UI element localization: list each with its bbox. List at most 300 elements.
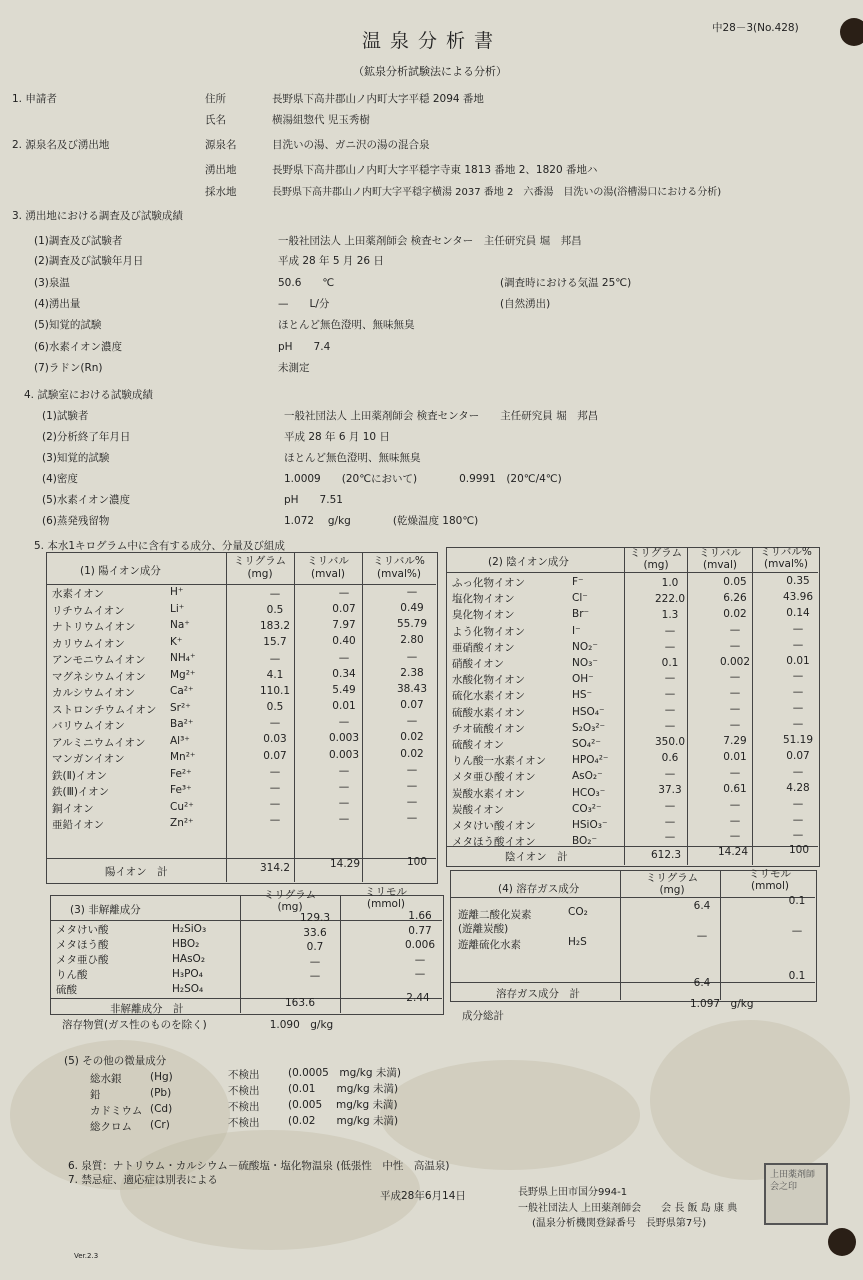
anion-row-pct: 51.19	[782, 734, 814, 746]
dissolved-gas-mmol-header: ミリモル	[749, 868, 791, 880]
anion-row-mval: 0.61	[723, 782, 747, 795]
anion-row-mg: 1.0	[661, 577, 679, 589]
anion-row-pct: —	[792, 638, 804, 651]
issuer-address: 長野県上田市国分994-1	[518, 1187, 628, 1198]
trace-components-heading: (5) その他の微量成分	[64, 1055, 167, 1067]
site-test-value: 50.6 ℃	[278, 277, 335, 289]
anion-row-name: よう化物イオン	[452, 625, 526, 638]
trace-row-symbol: (Cr)	[150, 1119, 170, 1131]
lab-test-label: (1)試験者	[42, 410, 89, 422]
anion-row-name: 硫酸イオン	[452, 739, 505, 751]
cation-row-pct: —	[406, 779, 418, 792]
non-dissociated-mg-header: ミリグラム	[263, 889, 317, 901]
free-co2-label: 遊離二酸化炭素	[458, 909, 532, 921]
non-dissociated-row-mmol: 0.77	[408, 924, 432, 937]
anion-mval-unit: (mval)	[703, 559, 737, 571]
anion-row-formula: I⁻	[572, 624, 581, 637]
cation-row-pct: 0.07	[400, 699, 424, 712]
cation-row-name: リチウムイオン	[52, 604, 125, 617]
cation-total-label: 陽イオン 計	[105, 866, 168, 878]
trace-row-symbol: (Hg)	[150, 1071, 173, 1083]
anion-row-pct: 0.35	[786, 575, 810, 587]
cation-row-mval: —	[338, 780, 350, 793]
non-dissociated-row-mmol: 0.006	[404, 939, 436, 952]
cation-row-mg: 0.5	[266, 604, 284, 617]
lab-test-value: 1.072 g/kg (乾燥温度 180℃)	[284, 515, 479, 527]
anion-mg-unit: (mg)	[643, 559, 669, 571]
non-dissociated-total-mg: 163.6	[284, 997, 316, 1009]
anion-row-name: 亜硝酸イオン	[452, 641, 515, 654]
anion-row-mval: —	[729, 719, 741, 732]
anion-row-mval: —	[729, 623, 741, 636]
anion-row-mg: —	[664, 624, 676, 637]
anion-row-mg: —	[664, 640, 676, 653]
dissolved-gas-title: (4) 溶存ガス成分	[498, 883, 580, 895]
non-dissociated-row-mmol: 1.66	[408, 910, 432, 922]
document-title: 温泉分析書	[361, 30, 503, 52]
source-label: 源泉名	[205, 139, 237, 151]
cation-row-pct: 0.02	[400, 747, 424, 760]
anion-row-formula: OH⁻	[572, 673, 594, 686]
anion-row-mval: 6.26	[723, 591, 747, 604]
cation-row-name: ナトリウムイオン	[52, 621, 136, 633]
anion-row-mval: —	[729, 830, 741, 843]
cation-row-pct: 2.38	[400, 666, 424, 679]
anion-row-mg: —	[664, 799, 676, 812]
anion-row-mval: 0.02	[723, 607, 747, 620]
cation-row-mval: 0.003	[328, 748, 360, 761]
free-co2-formula: CO₂	[568, 906, 588, 918]
cation-mval-header: ミリバル	[307, 555, 349, 567]
site-test-label: (5)知覚的試験	[34, 319, 102, 331]
anion-row-mval: —	[729, 798, 741, 811]
anion-row-name: チオ硫酸イオン	[452, 722, 525, 735]
non-dissociated-row-name: 硫酸	[56, 984, 77, 996]
non-dissociated-row-mg: —	[309, 955, 321, 968]
anion-row-mg: —	[664, 815, 676, 828]
cation-row-mg: —	[269, 781, 281, 794]
anion-row-formula: HCO₃⁻	[572, 786, 606, 799]
anion-row-mval: 0.01	[723, 750, 747, 763]
non-dissociated-row-mg: —	[309, 970, 321, 983]
anion-row-name: 硫化水素イオン	[452, 690, 526, 703]
cation-row-name: アンモニウムイオン	[52, 654, 146, 666]
cation-row-mg: —	[269, 797, 281, 810]
site-test-value: ほとんど無色澄明、無味無臭	[278, 319, 415, 331]
cation-row-mg: —	[269, 588, 281, 600]
dissolved-gas-total-mmol: 0.1	[788, 970, 806, 982]
cation-table-title: (1) 陽イオン成分	[80, 565, 161, 577]
anion-row-pct: —	[792, 829, 804, 842]
anion-row-mg: —	[664, 831, 676, 844]
site-test-value: 平成 28 年 5 月 26 日	[278, 255, 384, 267]
cation-row-pct: 0.02	[400, 731, 424, 744]
cation-row-mval: 0.07	[332, 603, 356, 616]
dissolved-gas-total-label: 溶存ガス成分 計	[496, 988, 580, 1000]
anion-total-mg: 612.3	[650, 849, 682, 861]
total-components-label: 成分総計	[462, 1010, 504, 1022]
cation-pct-unit: (mval%)	[377, 568, 421, 580]
seal-text: 上田薬剤師会之印	[770, 1170, 816, 1192]
cation-row-formula: K⁺	[170, 635, 183, 648]
anion-row-mval: —	[729, 639, 741, 652]
non-dissociated-total-label: 非解離成分 計	[110, 1003, 184, 1015]
anion-row-mg: —	[664, 767, 676, 780]
issuer-registration: (温泉分析機関登録番号 長野県第7号)	[532, 1218, 707, 1229]
cation-row-mg: 183.2	[259, 620, 291, 633]
cation-row-mval: 0.40	[332, 635, 356, 648]
anion-row-formula: BO₂⁻	[572, 835, 598, 848]
anion-row-mg: —	[664, 672, 676, 685]
cation-row-name: ストロンチウムイオン	[52, 703, 157, 716]
free-h2s-mmol: —	[791, 925, 803, 937]
section-1-heading: 1. 申請者	[12, 93, 57, 105]
anion-row-formula: SO₄²⁻	[572, 738, 601, 750]
cation-mg-unit: (mg)	[247, 568, 273, 580]
anion-row-name: 硫酸水素イオン	[452, 706, 526, 719]
anion-row-mval: 0.002	[719, 655, 751, 668]
trace-row-name: カドミウム	[90, 1105, 143, 1117]
anion-row-formula: HPO₄²⁻	[572, 754, 609, 767]
lab-test-value: 一般社団法人 上田薬剤師会 検査センター 主任研究員 堀 邦昌	[284, 410, 599, 422]
sampling-location-label: 採水地	[205, 186, 237, 198]
non-dissociated-row-formula: HAsO₂	[172, 953, 206, 965]
anion-row-mg: 1.3	[661, 608, 679, 621]
anion-row-formula: HSO₄⁻	[572, 705, 605, 718]
cation-row-pct: —	[406, 586, 418, 598]
cation-row-pct: —	[406, 763, 418, 776]
cation-row-formula: Cu²⁺	[170, 800, 194, 813]
indications-note: 7. 禁忌症、適応症は別表による	[68, 1174, 218, 1186]
cation-row-mg: 110.1	[259, 684, 291, 697]
cation-row-formula: Li⁺	[170, 602, 185, 615]
non-dissociated-mmol-header: ミリモル	[365, 886, 407, 898]
cation-row-mval: 0.34	[332, 667, 356, 680]
anion-row-name: メタほう酸イオン	[452, 836, 536, 849]
lab-test-value: 1.0009 (20℃において) 0.9991 (20℃/4℃)	[284, 473, 562, 485]
cation-pct-header: ミリバル%	[373, 555, 425, 567]
free-co2-mmol: 0.1	[788, 895, 806, 907]
cation-row-mval: —	[338, 796, 350, 809]
site-test-value: pH 7.4	[278, 341, 331, 353]
anion-row-mg: 222.0	[654, 592, 686, 605]
cation-row-formula: Al³⁺	[170, 734, 190, 747]
cation-row-mg: —	[269, 717, 281, 730]
trace-row-result: 不検出	[228, 1117, 260, 1129]
non-dissociated-row-formula: H₂SO₄	[172, 983, 204, 995]
cation-row-pct: —	[406, 812, 418, 825]
anion-row-mval: —	[729, 687, 741, 700]
anion-row-mval: —	[729, 766, 741, 779]
anion-row-name: 炭酸イオン	[452, 803, 505, 816]
anion-row-mg: 350.0	[654, 736, 686, 748]
name-value: 横湯組惣代 児玉秀樹	[272, 114, 370, 126]
anion-row-name: メタ亜ひ酸イオン	[452, 771, 536, 784]
document-subtitle: （鉱泉分析試験法による分析）	[353, 65, 507, 78]
non-dissociated-row-mg: 0.7	[306, 941, 324, 954]
free-h2s-mg: —	[696, 930, 708, 942]
site-test-value: — L/分	[278, 298, 330, 310]
non-dissociated-mg-unit: (mg)	[277, 901, 303, 913]
site-test-note: (調査時における気温 25℃)	[500, 277, 632, 289]
cation-row-pct: —	[406, 795, 418, 808]
address-label: 住所	[205, 93, 226, 105]
sampling-location-value: 長野県下高井郡山ノ内町大字平穏字横湯 2037 番地 2 六番湯 目洗いの湯(浴槽湯口における分析)	[272, 187, 722, 198]
trace-row-name: 総水銀	[90, 1073, 122, 1085]
anion-row-pct: 0.01	[786, 654, 810, 667]
trace-row-result: 不検出	[228, 1069, 260, 1081]
anion-total-label: 陰イオン 計	[505, 851, 568, 863]
anion-total-pct: 100	[788, 844, 810, 856]
anion-row-mg: —	[664, 688, 676, 701]
anion-row-formula: F⁻	[572, 576, 584, 588]
anion-row-mg: —	[664, 720, 676, 733]
section-3-heading: 3. 湧出地における調査及び試験成績	[12, 210, 183, 222]
address-value: 長野県下高井郡山ノ内町大字平穏 2094 番地	[272, 93, 484, 105]
total-components-value: 1.097 g/kg	[690, 998, 754, 1010]
non-dissociated-title: (3) 非解離成分	[70, 904, 141, 916]
anion-mg-header: ミリグラム	[629, 547, 683, 559]
cation-row-mval: —	[338, 764, 350, 777]
non-dissociated-total-mmol: 2.44	[406, 992, 430, 1004]
anion-table-title: (2) 陰イオン成分	[488, 556, 569, 568]
cation-row-mval: —	[338, 651, 350, 664]
site-test-value: 一般社団法人 上田薬剤師会 検査センター 主任研究員 堀 邦昌	[278, 235, 582, 247]
lab-test-label: (5)水素イオン濃度	[42, 494, 131, 506]
non-dissociated-mmol-unit: (mmol)	[367, 898, 405, 910]
non-dissociated-row-mg: 33.6	[303, 926, 327, 939]
non-dissociated-row-mmol: —	[414, 953, 426, 966]
lab-test-value: pH 7.51	[284, 494, 343, 506]
cation-row-formula: Zn²⁺	[170, 817, 194, 829]
anion-row-formula: S₂O₃²⁻	[572, 721, 606, 734]
source-value: 目洗いの湯、ガニ沢の湯の混合泉	[272, 139, 430, 151]
anion-row-mval: —	[729, 703, 741, 716]
anion-mval-header: ミリバル	[699, 547, 741, 559]
cation-row-name: アルミニウムイオン	[52, 736, 146, 749]
anion-row-pct: —	[792, 686, 804, 699]
cation-total-pct: 100	[406, 856, 428, 868]
anion-row-mg: 0.1	[661, 656, 679, 669]
lab-test-label: (6)蒸発残留物	[42, 515, 110, 527]
site-test-label: (3)泉温	[34, 277, 70, 289]
cation-total-mg: 314.2	[259, 862, 291, 874]
site-test-label: (1)調査及び試験者	[34, 235, 123, 247]
trace-row-limit: (0.01 mg/kg 未満)	[288, 1083, 399, 1095]
anion-row-formula: Br⁻	[572, 608, 590, 621]
cation-row-mval: —	[338, 813, 350, 826]
anion-row-pct: —	[792, 622, 804, 635]
site-test-label: (4)湧出量	[34, 298, 81, 310]
anion-row-pct: —	[792, 765, 804, 778]
cation-row-name: バリウムイオン	[52, 720, 125, 732]
cation-row-pct: 2.80	[400, 634, 424, 647]
trace-row-result: 不検出	[228, 1085, 260, 1097]
cation-row-mg: 0.07	[263, 749, 287, 762]
anion-row-mval: 0.05	[723, 576, 747, 588]
cation-row-mval: —	[338, 716, 350, 729]
cation-row-formula: Sr²⁺	[170, 701, 191, 714]
cation-row-mg: 15.7	[263, 636, 287, 649]
free-co2-mg: 6.4	[693, 900, 711, 912]
anion-row-name: メタけい酸イオン	[452, 820, 536, 832]
section-5-heading: 5. 本水1キログラム中に含有する成分、分量及び組成	[34, 540, 285, 552]
lab-test-value: 平成 28 年 6 月 10 日	[284, 431, 390, 443]
cation-row-mval: 7.97	[332, 619, 356, 632]
non-dissociated-row-name: メタ亜ひ酸	[56, 954, 109, 966]
anion-pct-header: ミリバル%	[760, 546, 812, 558]
dissolved-gas-mg-unit: (mg)	[659, 884, 685, 896]
cation-row-mg: —	[269, 765, 281, 778]
cation-row-mval: 5.49	[332, 683, 356, 696]
anion-row-pct: —	[792, 670, 804, 683]
lab-test-label: (2)分析終了年月日	[42, 431, 131, 443]
site-test-label: (6)水素イオン濃度	[34, 341, 123, 353]
cation-row-formula: Mn²⁺	[170, 751, 196, 763]
cation-row-formula: Na⁺	[170, 619, 190, 631]
cation-row-mg: —	[269, 814, 281, 827]
cation-row-mval: 0.003	[328, 732, 360, 745]
non-dissociated-row-formula: H₃PO₄	[172, 968, 203, 980]
site-test-value: 未測定	[278, 362, 310, 374]
anion-row-formula: CO₃²⁻	[572, 802, 602, 815]
anion-row-mg: 37.3	[658, 783, 682, 796]
anion-row-name: 臭化物イオン	[452, 609, 515, 622]
cation-row-formula: H⁺	[170, 586, 184, 598]
anion-row-pct: 0.14	[786, 606, 810, 619]
non-dissociated-row-name: メタけい酸	[56, 924, 109, 936]
site-test-note: (自然湧出)	[500, 298, 551, 310]
anion-row-pct: 4.28	[786, 781, 810, 794]
cation-row-name: マンガンイオン	[52, 753, 125, 765]
cation-row-mg: 4.1	[266, 668, 284, 681]
anion-row-mval: 7.29	[723, 735, 747, 747]
official-seal	[764, 1163, 828, 1225]
cation-row-name: 銅イオン	[52, 802, 94, 815]
cation-row-formula: Fe²⁺	[170, 767, 192, 780]
spring-quality: 6. 泉質：ナトリウム・カルシウム－硫酸塩・塩化物温泉 (低張性 中性 高温泉)	[68, 1160, 450, 1172]
cation-row-name: カリウムイオン	[52, 637, 125, 650]
cation-row-mg: 0.03	[263, 733, 287, 746]
cation-row-formula: Ba²⁺	[170, 718, 194, 730]
non-dissociated-row-name: りん酸	[56, 969, 88, 981]
cation-row-name: マグネシウムイオン	[52, 670, 146, 683]
section-4-heading: 4. 試験室における試験成績	[24, 389, 153, 401]
non-dissociated-row-formula: H₂SiO₃	[172, 923, 207, 935]
issue-date: 平成28年6月14日	[380, 1190, 466, 1202]
lab-test-label: (3)知覚的試験	[42, 452, 110, 464]
anion-row-pct: 0.07	[786, 749, 810, 762]
cation-row-mg: 0.5	[266, 701, 284, 714]
cation-row-pct: 0.49	[400, 602, 424, 615]
punch-hole-top	[840, 18, 863, 46]
anion-pct-unit: (mval%)	[764, 558, 808, 570]
anion-row-name: 硝酸イオン	[452, 658, 505, 670]
punch-hole-bottom	[828, 1228, 856, 1256]
anion-row-pct: —	[792, 702, 804, 715]
anion-row-pct: —	[792, 797, 804, 810]
anion-row-name: 炭酸水素イオン	[452, 787, 526, 800]
cation-row-name: 鉄(Ⅱ)イオン	[52, 769, 108, 782]
anion-total-mval: 14.24	[717, 846, 749, 858]
anion-row-formula: AsO₂⁻	[572, 770, 603, 783]
anion-row-mg: —	[664, 704, 676, 717]
cation-row-formula: Ca²⁺	[170, 685, 194, 697]
anion-row-pct: —	[792, 813, 804, 826]
trace-row-name: 鉛	[90, 1089, 101, 1101]
cation-row-mval: 0.01	[332, 700, 356, 713]
cation-row-name: 亜鉛イオン	[52, 819, 105, 831]
dissolved-gas-mg-header: ミリグラム	[645, 872, 699, 884]
cation-row-formula: NH₄⁺	[170, 652, 196, 664]
cation-row-name: 鉄(Ⅲ)イオン	[52, 786, 110, 798]
anion-row-formula: Cl⁻	[572, 592, 588, 605]
spring-location-label: 湧出地	[205, 164, 237, 176]
spring-location-value: 長野県下高井郡山ノ内町大字平穏字寺東 1813 番地 2、1820 番地ハ	[272, 164, 598, 176]
anion-row-formula: HSiO₃⁻	[572, 819, 608, 831]
anion-row-name: りん酸一水素イオン	[452, 755, 547, 768]
non-dissociated-row-mmol: —	[414, 968, 426, 981]
anion-row-pct: —	[792, 718, 804, 731]
non-dissociated-row-mg: 129.3	[299, 912, 331, 924]
site-test-label: (2)調査及び試験年月日	[34, 255, 144, 267]
dissolved-substances: 溶存物質(ガス性のものを除く) 1.090 g/kg	[62, 1019, 334, 1031]
free-carbonic-label: (遊離炭酸)	[458, 923, 509, 935]
cation-total-mval: 14.29	[329, 858, 361, 870]
anion-row-mval: —	[729, 814, 741, 827]
cation-row-formula: Mg²⁺	[170, 668, 196, 681]
section-2-heading: 2. 源泉名及び湧出地	[12, 139, 110, 151]
cation-row-formula: Fe³⁺	[170, 784, 192, 796]
cation-row-name: 水素イオン	[52, 588, 105, 600]
cation-mval-unit: (mval)	[311, 568, 345, 580]
site-test-label: (7)ラドン(Rn)	[34, 362, 103, 374]
cation-row-pct: 38.43	[396, 682, 428, 695]
trace-row-name: 総クロム	[90, 1121, 132, 1133]
issuer-organization: 一般社団法人 上田薬剤師会 会 長 飯 島 康 典	[518, 1203, 738, 1214]
non-dissociated-row-formula: HBO₂	[172, 938, 200, 950]
trace-row-limit: (0.0005 mg/kg 未満)	[288, 1067, 401, 1079]
cation-table	[46, 552, 438, 884]
anion-row-formula: NO₂⁻	[572, 640, 598, 653]
anion-row-mg: 0.6	[661, 751, 679, 764]
cation-mg-header: ミリグラム	[233, 555, 287, 567]
anion-row-name: 塩化物イオン	[452, 593, 515, 606]
cation-row-pct: —	[406, 650, 418, 663]
cation-row-pct: —	[406, 715, 418, 728]
dissolved-gas-mmol-unit: (mmol)	[751, 880, 789, 892]
cation-row-pct: 55.79	[396, 618, 428, 631]
version-label: Ver.2.3	[74, 1252, 99, 1260]
anion-row-formula: HS⁻	[572, 689, 593, 702]
document-number: 中28－3(No.428)	[712, 22, 799, 34]
cation-row-mg: —	[269, 652, 281, 665]
name-label: 氏名	[205, 114, 226, 126]
anion-row-mval: —	[729, 671, 741, 684]
trace-row-symbol: (Cd)	[150, 1103, 173, 1115]
trace-row-limit: (0.005 mg/kg 未満)	[288, 1099, 398, 1111]
anion-row-name: 水酸化物イオン	[452, 674, 526, 687]
cation-row-name: カルシウムイオン	[52, 687, 136, 699]
free-h2s-label: 遊離硫化水素	[458, 939, 521, 951]
free-h2s-formula: H₂S	[568, 936, 587, 948]
lab-test-label: (4)密度	[42, 473, 78, 485]
non-dissociated-row-name: メタほう酸	[56, 939, 109, 951]
trace-row-symbol: (Pb)	[150, 1087, 172, 1099]
trace-row-result: 不検出	[228, 1101, 260, 1113]
anion-row-name: ふっ化物イオン	[452, 577, 526, 589]
dissolved-gas-total-mg: 6.4	[693, 977, 711, 989]
